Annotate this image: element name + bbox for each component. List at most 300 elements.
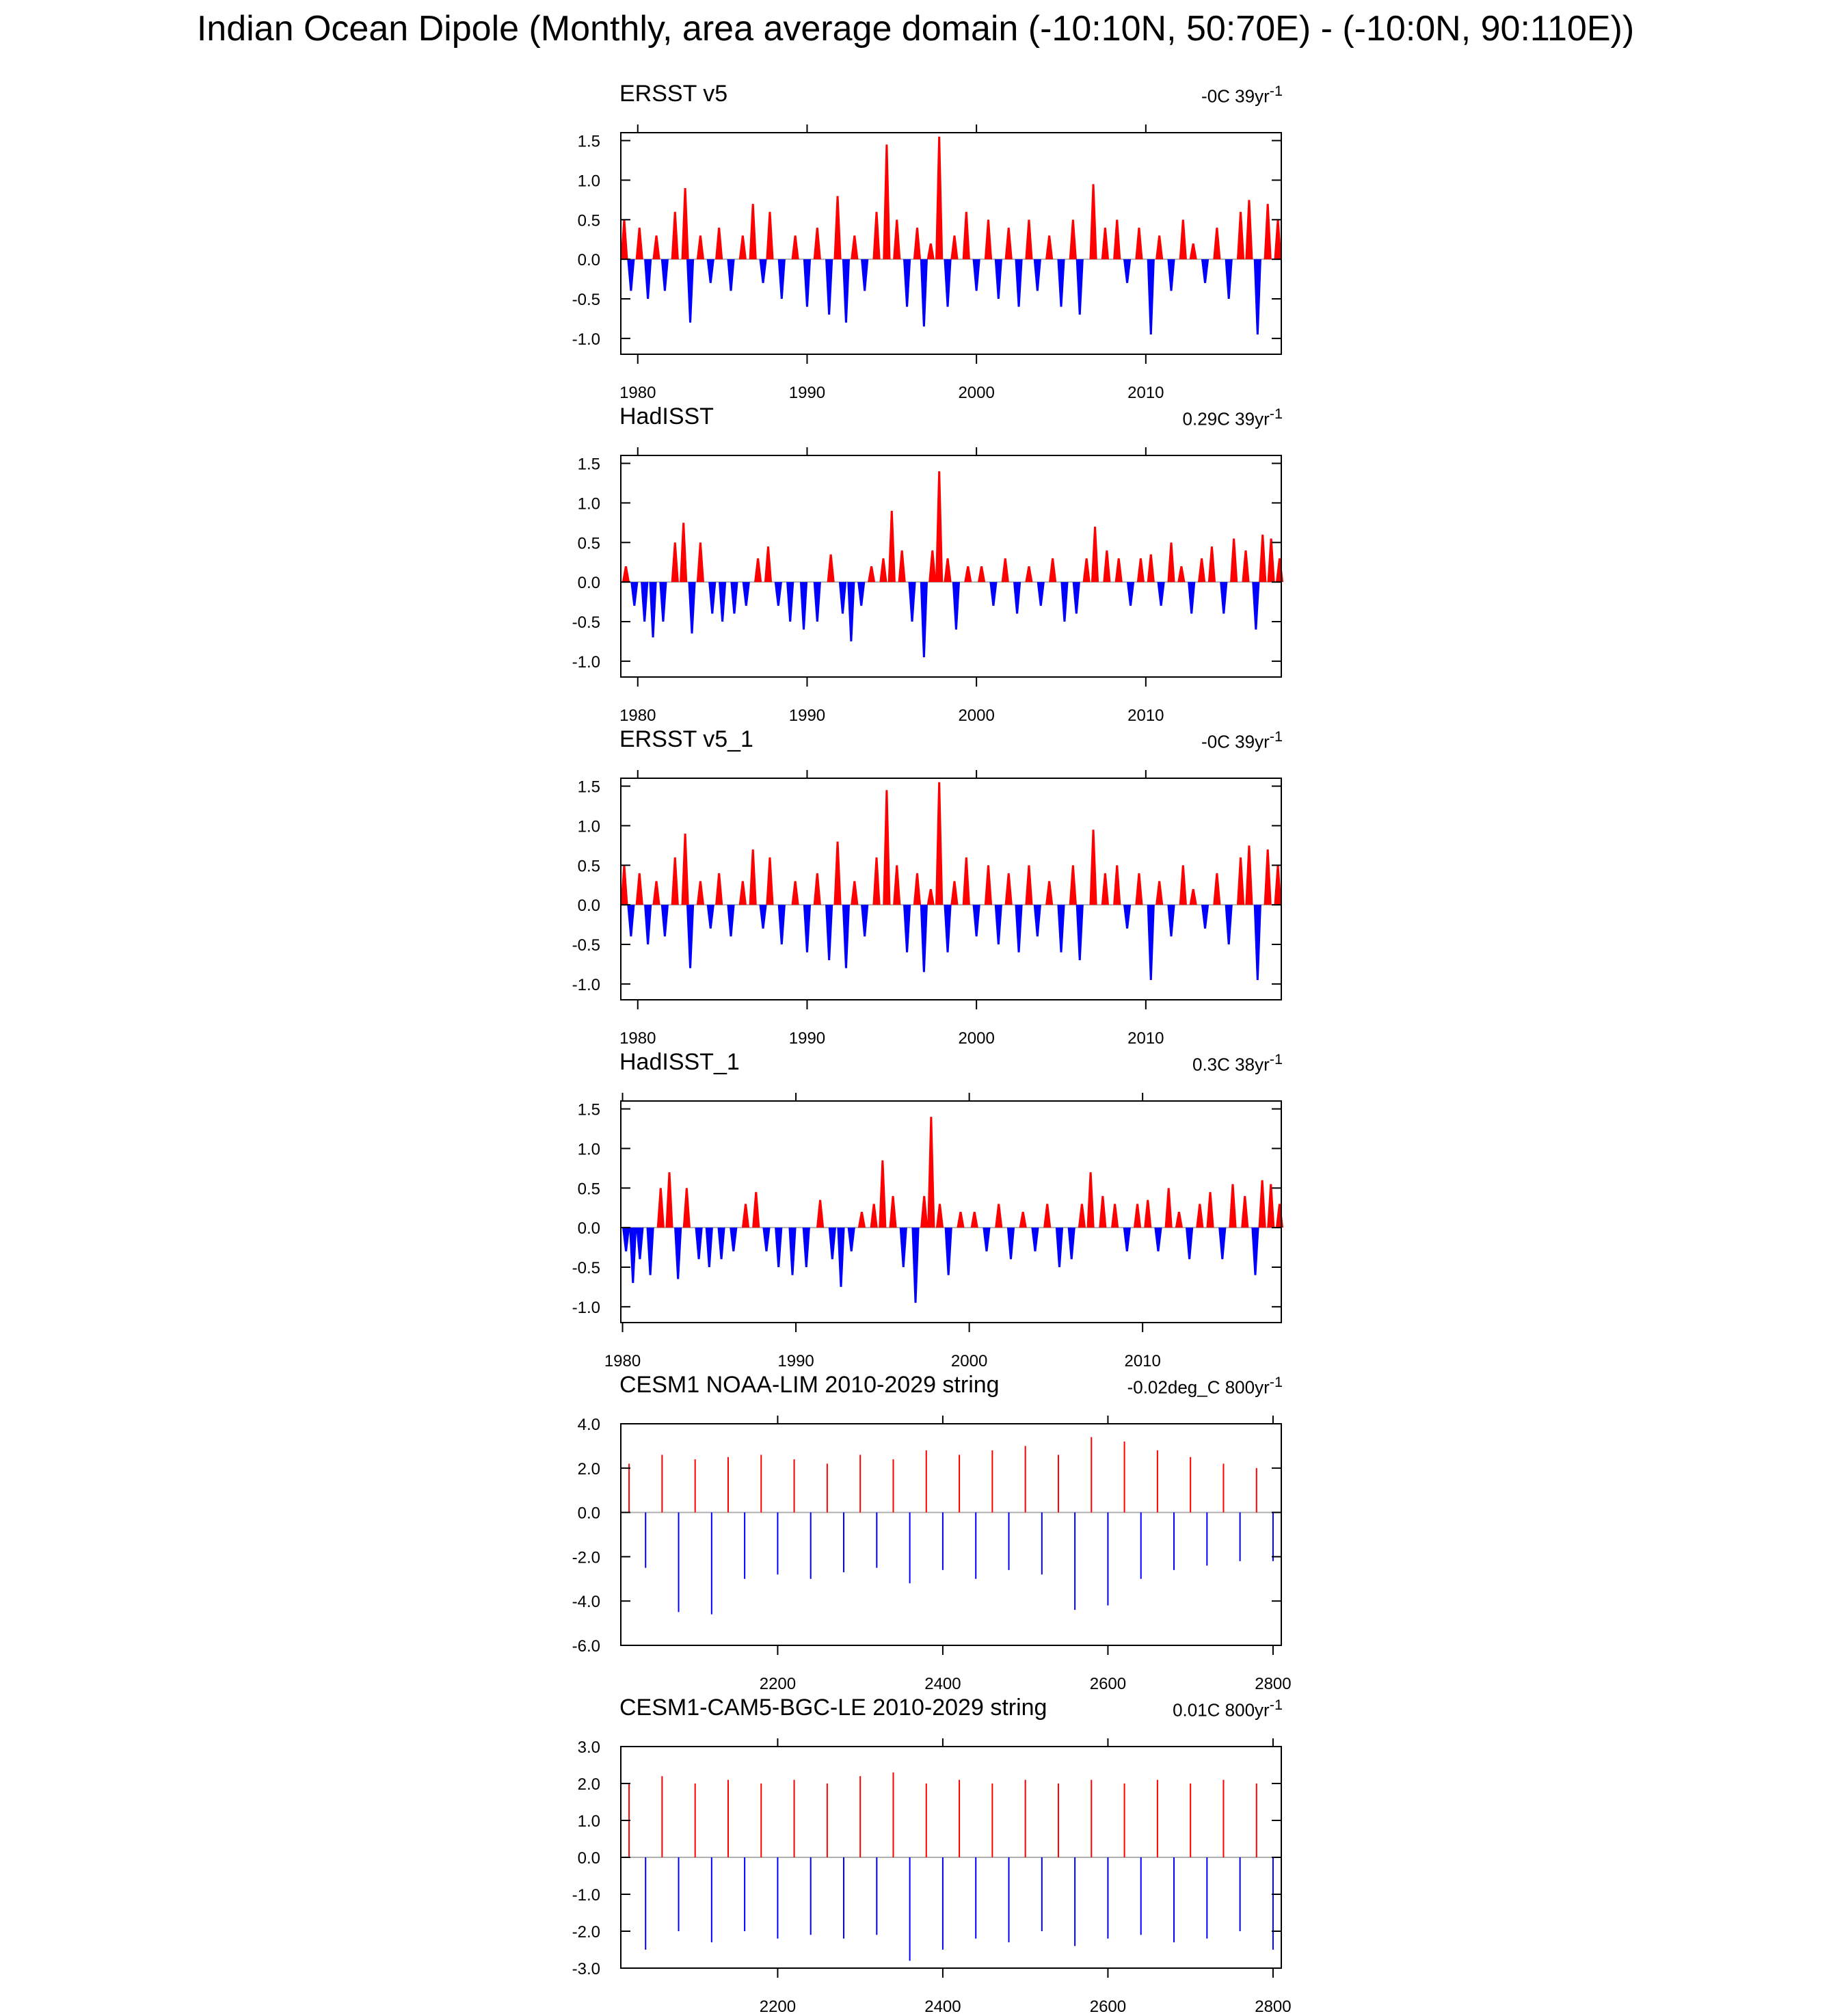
data-peak: [1078, 1204, 1086, 1228]
data-peak: [879, 1160, 886, 1228]
panel-trend: -0.02deg_C $800yr^{-1}$: [1127, 1373, 1283, 1398]
data-peak: [1031, 1228, 1039, 1251]
data-peak: [636, 228, 643, 259]
x-tick-label: 2000: [958, 384, 995, 402]
data-peak: [661, 259, 669, 291]
data-peak: [1252, 582, 1259, 629]
y-tick-label: 0.5: [577, 211, 600, 230]
data-peak: [697, 235, 704, 259]
x-tick-label: 2010: [1127, 706, 1164, 725]
data-peak: [1025, 220, 1032, 259]
data-peak: [814, 873, 821, 905]
data-peak: [715, 228, 723, 259]
data-peak: [680, 522, 687, 582]
data-peak: [803, 259, 811, 306]
data-peak: [944, 905, 951, 952]
data-peak: [963, 858, 970, 905]
data-peak: [898, 551, 906, 582]
data-peak: [697, 542, 704, 582]
data-peak: [1241, 1196, 1248, 1228]
panel-trend: 0.3C $38yr^{-1}$: [1192, 1050, 1283, 1075]
data-peak: [1190, 243, 1197, 259]
y-tick-label: 0.0: [577, 1504, 600, 1523]
data-peak: [727, 259, 734, 291]
y-tick-label: -0.5: [572, 936, 600, 955]
data-peak: [920, 259, 928, 326]
y-tick-label: 3.0: [577, 1738, 600, 1757]
data-peak: [749, 849, 757, 905]
data-peak: [1073, 582, 1080, 613]
data-peak: [985, 220, 992, 259]
data-peak: [1276, 558, 1283, 582]
data-peak: [1165, 1188, 1173, 1228]
data-peak: [1113, 865, 1121, 905]
data-peak: [1218, 1228, 1226, 1259]
data-peak: [1135, 228, 1142, 259]
data-peak: [920, 582, 928, 657]
data-peak: [861, 259, 868, 291]
data-peak: [1034, 905, 1041, 936]
data-peak: [629, 1228, 637, 1283]
data-peak: [888, 511, 896, 582]
data-peak: [657, 1188, 665, 1228]
data-peak: [842, 259, 850, 323]
data-peak: [752, 1192, 760, 1228]
y-tick-label: -1.0: [572, 652, 600, 672]
data-peak: [879, 558, 887, 582]
data-peak: [1230, 539, 1238, 583]
data-peak: [950, 881, 958, 905]
data-peak: [1013, 582, 1021, 613]
chart-svg: [0, 1700, 1831, 2016]
data-peak: [688, 582, 695, 633]
data-peak: [1208, 546, 1216, 582]
y-tick-label: 4.0: [577, 1416, 600, 1434]
data-peak: [1167, 259, 1175, 291]
data-peak: [1034, 259, 1041, 291]
data-peak: [1045, 235, 1053, 259]
data-peak: [630, 582, 638, 606]
data-peak: [686, 905, 694, 968]
data-peak: [1134, 1204, 1141, 1228]
x-tick-label: 2010: [1127, 1029, 1164, 1048]
data-peak: [727, 905, 734, 936]
data-peak: [952, 582, 960, 629]
data-peak: [800, 582, 807, 629]
data-peak: [833, 196, 841, 260]
data-peak: [674, 1228, 682, 1279]
data-peak: [1137, 558, 1145, 582]
data-peak: [944, 259, 951, 306]
data-peak: [1186, 1228, 1193, 1259]
x-tick-label: 1980: [619, 384, 656, 402]
y-tick-label: 1.0: [577, 1812, 600, 1831]
data-peak: [1213, 873, 1220, 905]
data-peak: [1087, 1172, 1095, 1228]
y-tick-label: -1.0: [572, 975, 600, 994]
y-tick-label: -1.0: [572, 1886, 600, 1905]
data-peak: [883, 790, 890, 905]
data-peak: [1091, 527, 1099, 582]
data-peak: [1025, 865, 1032, 905]
data-peak: [665, 1172, 673, 1228]
data-peak: [1155, 881, 1163, 905]
panel-title: HadISST: [619, 403, 714, 429]
data-peak: [1264, 849, 1272, 905]
data-peak: [957, 1212, 964, 1228]
data-peak: [851, 881, 858, 905]
data-peak: [1045, 881, 1053, 905]
panel-cesm1-cam5-bgc-le: [0, 1695, 1831, 2016]
data-peak: [893, 220, 900, 259]
x-tick-label: 2600: [1089, 1675, 1127, 1693]
data-peak: [1245, 200, 1253, 259]
data-peak: [816, 1200, 824, 1228]
data-peak: [792, 235, 799, 259]
data-peak: [913, 228, 921, 259]
data-peak: [622, 1228, 630, 1251]
panel-title: ERSST v5_1: [619, 726, 753, 752]
data-peak: [935, 471, 943, 582]
data-peak: [1015, 259, 1022, 306]
x-tick-label: 2010: [1127, 384, 1164, 402]
data-peak: [1043, 1204, 1051, 1228]
data-peak: [1005, 873, 1013, 905]
data-peak: [644, 259, 652, 299]
data-peak: [814, 228, 821, 259]
data-peak: [928, 551, 936, 582]
panel-trend: 0.01C $800yr^{-1}$: [1173, 1696, 1283, 1721]
y-tick-label: 1.5: [577, 1100, 600, 1119]
panel-hadisst: [0, 403, 1831, 725]
data-peak: [1254, 905, 1261, 980]
data-peak: [636, 1228, 643, 1259]
data-peak: [1267, 1184, 1274, 1228]
y-tick-label: 2.0: [577, 1459, 600, 1478]
data-peak: [985, 865, 992, 905]
y-tick-label: 0.0: [577, 251, 600, 270]
data-peak: [973, 905, 980, 936]
data-peak: [1245, 845, 1253, 905]
data-peak: [1274, 220, 1281, 259]
data-peak: [1206, 1192, 1214, 1228]
panel-ersst-v5: [0, 81, 1831, 402]
data-peak: [950, 235, 958, 259]
data-peak: [857, 582, 865, 606]
data-peak: [1251, 1228, 1259, 1275]
data-peak: [927, 889, 935, 905]
data-peak: [1069, 865, 1077, 905]
chart-svg: [0, 1377, 1831, 1693]
data-peak: [778, 905, 786, 944]
data-peak: [1144, 1200, 1151, 1228]
data-peak: [759, 905, 766, 929]
data-peak: [927, 243, 935, 259]
data-peak: [743, 582, 750, 606]
data-peak: [1015, 905, 1022, 952]
data-peak: [627, 259, 634, 291]
data-peak: [872, 858, 880, 905]
data-peak: [1147, 555, 1155, 583]
data-peak: [911, 1228, 919, 1303]
data-peak: [671, 858, 679, 905]
data-peak: [1147, 259, 1155, 334]
data-peak: [870, 1204, 878, 1228]
data-peak: [671, 212, 679, 259]
data-peak: [825, 905, 833, 960]
panel-ersst-v5-1: [0, 726, 1831, 1048]
data-peak: [641, 582, 648, 622]
y-tick-label: 0.0: [577, 574, 600, 593]
data-peak: [1057, 905, 1065, 952]
y-tick-label: 1.5: [577, 778, 600, 797]
data-peak: [868, 566, 875, 582]
data-peak: [945, 1228, 952, 1275]
panel-trend: -0C $39yr^{-1}$: [1201, 82, 1283, 107]
data-peak: [1225, 905, 1233, 944]
y-tick-label: 1.0: [577, 817, 600, 836]
data-peak: [661, 905, 669, 936]
data-peak: [1155, 235, 1163, 259]
data-peak: [1019, 1212, 1027, 1228]
y-tick-label: 0.5: [577, 1180, 600, 1199]
data-peak: [1049, 558, 1056, 582]
y-tick-label: -1.0: [572, 1298, 600, 1317]
main-title: Indian Ocean Dipole (Monthly, area average domain (-10:10N, 50:70E) - (-10:0N, 90:110E)): [196, 9, 1635, 49]
data-peak: [682, 834, 689, 905]
chart-svg: [0, 86, 1831, 402]
y-tick-label: -3.0: [572, 1960, 600, 1978]
data-peak: [913, 873, 921, 905]
plot-frame: [621, 1424, 1281, 1645]
data-peak: [963, 212, 970, 259]
x-tick-label: 2200: [759, 1675, 797, 1693]
data-peak: [788, 1228, 796, 1275]
data-peak: [1005, 228, 1013, 259]
x-tick-label: 1980: [619, 1029, 656, 1048]
data-peak: [671, 542, 679, 582]
data-peak: [707, 905, 714, 929]
data-peak: [786, 582, 794, 622]
data-peak: [847, 582, 855, 641]
plot-frame: [621, 1101, 1281, 1323]
data-peak: [814, 582, 821, 622]
y-tick-label: 1.5: [577, 455, 600, 474]
data-peak: [861, 905, 868, 936]
data-peak: [995, 259, 1002, 299]
data-peak: [1213, 228, 1220, 259]
data-peak: [883, 144, 890, 259]
data-peak: [620, 865, 628, 905]
data-peak: [1101, 873, 1109, 905]
data-peak: [825, 259, 833, 315]
data-peak: [973, 259, 980, 291]
x-tick-label: 2000: [950, 1352, 988, 1370]
data-peak: [1123, 1228, 1131, 1251]
x-tick-label: 2400: [924, 1998, 961, 2016]
panel-hadisst-1: [0, 1049, 1831, 1370]
y-tick-label: -0.5: [572, 613, 600, 632]
data-peak: [1220, 582, 1227, 613]
data-peak: [827, 555, 835, 583]
data-peak: [1089, 184, 1097, 259]
y-tick-label: 0.5: [577, 857, 600, 876]
data-peak: [742, 1204, 749, 1228]
data-peak: [644, 905, 652, 944]
data-peak: [636, 873, 643, 905]
data-peak: [1101, 228, 1109, 259]
data-peak: [920, 905, 928, 972]
data-peak: [1237, 212, 1244, 259]
data-peak: [647, 1228, 654, 1275]
data-peak: [1179, 865, 1187, 905]
data-peak: [717, 1228, 725, 1259]
data-peak: [775, 582, 782, 606]
data-peak: [682, 188, 689, 259]
data-peak: [764, 546, 772, 582]
y-tick-label: 2.0: [577, 1775, 600, 1794]
y-tick-label: -2.0: [572, 1923, 600, 1941]
chart-svg: [0, 1055, 1831, 1370]
data-peak: [1083, 558, 1091, 582]
data-peak: [697, 881, 704, 905]
data-peak: [995, 1204, 1002, 1228]
data-peak: [1196, 1204, 1203, 1228]
data-peak: [1276, 1204, 1283, 1228]
x-tick-label: 2600: [1089, 1998, 1127, 2016]
data-peak: [936, 1204, 944, 1228]
data-peak: [1147, 905, 1155, 980]
data-peak: [839, 582, 846, 613]
y-tick-label: -6.0: [572, 1637, 600, 1656]
x-tick-label: 1990: [777, 1352, 814, 1370]
data-peak: [1135, 873, 1142, 905]
data-peak: [851, 235, 858, 259]
data-peak: [659, 582, 667, 622]
data-peak: [935, 782, 943, 905]
x-tick-label: 2000: [958, 706, 995, 725]
data-peak: [683, 1188, 691, 1228]
data-peak: [978, 566, 985, 582]
data-peak: [1229, 1184, 1236, 1228]
x-tick-label: 1990: [788, 1029, 826, 1048]
x-tick-label: 2800: [1255, 1675, 1292, 1693]
data-peak: [1113, 220, 1121, 259]
data-peak: [1115, 558, 1123, 582]
data-peak: [1201, 259, 1209, 283]
data-peak: [1123, 259, 1131, 283]
data-peak: [1103, 551, 1110, 582]
data-peak: [944, 558, 951, 582]
data-peak: [842, 905, 850, 968]
data-peak: [989, 582, 997, 606]
data-peak: [686, 259, 694, 323]
data-peak: [1167, 542, 1175, 582]
data-peak: [652, 881, 660, 905]
data-peak: [622, 566, 630, 582]
data-peak: [935, 137, 943, 259]
data-peak: [858, 1212, 866, 1228]
data-peak: [739, 881, 747, 905]
data-peak: [730, 582, 738, 613]
data-peak: [749, 204, 757, 259]
data-peak: [775, 1228, 782, 1267]
y-tick-label: 1.5: [577, 132, 600, 151]
x-tick-label: 2010: [1124, 1352, 1161, 1370]
data-peak: [837, 1228, 844, 1287]
data-peak: [1154, 1228, 1162, 1251]
data-peak: [848, 1228, 855, 1251]
data-peak: [708, 582, 716, 613]
data-peak: [1127, 582, 1134, 606]
data-peak: [833, 842, 841, 905]
x-tick-label: 2400: [924, 1675, 961, 1693]
data-peak: [889, 1196, 896, 1228]
data-peak: [1190, 889, 1197, 905]
panel-title: ERSST v5: [619, 81, 728, 107]
panel-trend: 0.29C $39yr^{-1}$: [1182, 405, 1283, 429]
y-tick-label: 0.0: [577, 1849, 600, 1868]
data-peak: [766, 858, 773, 905]
data-peak: [1089, 830, 1097, 905]
data-peak: [1002, 558, 1009, 582]
data-peak: [627, 905, 634, 936]
data-peak: [803, 905, 811, 952]
data-peak: [1259, 1180, 1266, 1228]
data-peak: [1158, 582, 1165, 606]
panel-cesm1-noaa-lim: [0, 1372, 1831, 1693]
data-peak: [1175, 1212, 1183, 1228]
data-peak: [706, 1228, 713, 1267]
data-peak: [1177, 566, 1185, 582]
data-peak: [995, 905, 1002, 944]
x-tick-label: 1980: [619, 706, 656, 725]
data-peak: [1225, 259, 1233, 299]
data-peak: [903, 259, 911, 306]
y-tick-label: -1.0: [572, 330, 600, 349]
data-peak: [766, 212, 773, 259]
data-peak: [1201, 905, 1209, 929]
data-peak: [908, 582, 916, 622]
chart-svg: [0, 732, 1831, 1048]
data-peak: [792, 881, 799, 905]
data-peak: [983, 1228, 990, 1251]
data-peak: [754, 558, 762, 582]
data-peak: [1068, 1228, 1075, 1259]
data-peak: [1037, 582, 1045, 606]
data-peak: [1198, 558, 1205, 582]
data-peak: [739, 235, 747, 259]
data-peak: [1167, 905, 1175, 936]
y-tick-label: -0.5: [572, 1259, 600, 1277]
data-peak: [759, 259, 766, 283]
data-peak: [652, 235, 660, 259]
data-peak: [715, 873, 723, 905]
data-peak: [1057, 259, 1065, 306]
x-tick-label: 2000: [958, 1029, 995, 1048]
y-tick-label: -4.0: [572, 1593, 600, 1612]
y-tick-label: -2.0: [572, 1548, 600, 1567]
data-peak: [1268, 539, 1275, 583]
panel-trend: -0C $39yr^{-1}$: [1201, 728, 1283, 752]
x-tick-label: 1990: [788, 706, 826, 725]
data-peak: [730, 1228, 737, 1251]
x-tick-label: 1990: [788, 384, 826, 402]
y-tick-label: 1.0: [577, 494, 600, 514]
data-peak: [707, 259, 714, 283]
data-peak: [695, 1228, 702, 1259]
data-peak: [1060, 582, 1068, 622]
